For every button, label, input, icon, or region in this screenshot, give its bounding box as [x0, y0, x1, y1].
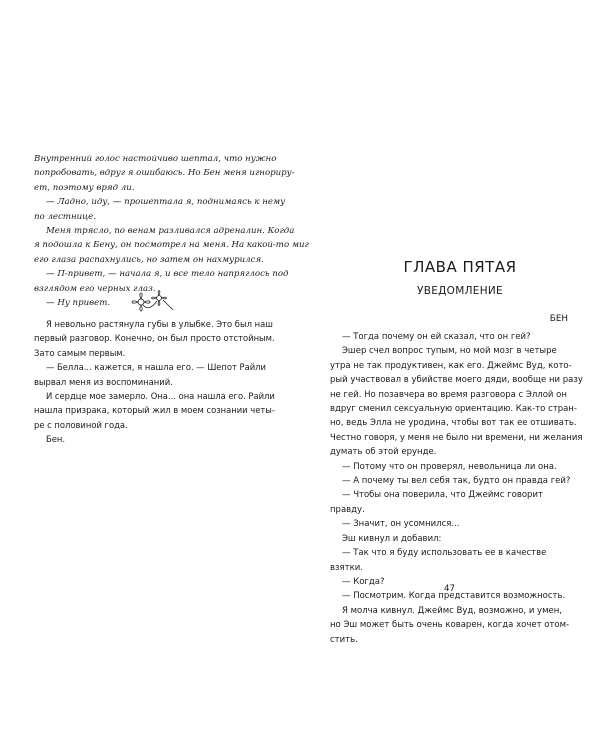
text-line: попробовать, вдруг я ошибаюсь. Но Бен меня игнориру-: [34, 168, 295, 179]
text-line: — Тогда почему он ей сказал, что он гей?: [342, 332, 531, 342]
chapter-title: ГЛАВА ПЯТАЯ: [403, 258, 517, 276]
text-line: — Посмотрим. Когда представится возможность.: [342, 591, 566, 602]
text-line: И сердце мое замерло. Она... она нашла его. Райли: [46, 391, 275, 402]
text-line: не гей. Но позавчера во время разговора с Эллой он: [330, 389, 567, 400]
text-line: Меня трясло, по венам разливался адреналин. Когда: [46, 226, 295, 237]
left-body-passage: [34, 317, 275, 447]
text-line: взглядом его черных глаз.: [34, 283, 156, 294]
text-line: Бен.: [46, 434, 66, 445]
text-line: его глаза распахнулись, но затем он нахмурился.: [34, 254, 264, 265]
text-line: Эш кивнул и добавил:: [342, 533, 442, 544]
right-page: [300, 0, 600, 750]
text-line: — Белла... кажется, я нашла его. — Шепот Райли: [46, 362, 266, 373]
text-line: — Ладно, иду, — прошептала я, поднимаясь к нему: [46, 197, 286, 208]
text-line: — Потому что он проверял, невольница ли она.: [342, 461, 557, 472]
text-line: ет, поэтому вряд ли.: [34, 182, 135, 193]
text-line: — П-привет, — начала я, и все тело напряглось под: [46, 269, 289, 280]
text-line: Зато самым первым.: [34, 347, 126, 358]
text-line: правду.: [330, 504, 365, 515]
text-line: — Значит, он усомнился...: [342, 519, 460, 530]
text-line: Эшер счел вопрос тупым, но мой мозг в четыре: [342, 346, 557, 357]
text-line: взятки.: [330, 562, 363, 573]
text-line: рый участвовал в убийстве моего дяди, вообще ни разу: [330, 375, 583, 386]
chapter-subtitle: УВЕДОМЛЕНИЕ: [417, 285, 503, 297]
flower-icon: [127, 288, 175, 314]
text-line: — Когда?: [342, 576, 385, 587]
text-line: — Так что я буду использовать ее в качестве: [342, 548, 547, 559]
text-line: стить.: [330, 634, 358, 645]
text-line: вдруг сменил сексуальную ориентацию. Как-то стран-: [330, 404, 577, 415]
text-line: я подошла к Бену, он посмотрел на меня. На какой-то миг: [34, 240, 309, 251]
text-line: первый разговор. Конечно, он был просто отстойным.: [34, 333, 275, 344]
page-number: 47: [444, 584, 455, 594]
text-line: по лестнице.: [34, 211, 96, 222]
text-line: вырвал меня из воспоминаний.: [34, 376, 173, 387]
text-line: Честно говоря, у меня не было ни времени, ни желания: [330, 432, 583, 443]
text-line: — Чтобы она поверила, что Джеймс говорит: [342, 490, 543, 501]
text-line: нашла призрака, который жил в моем сознании четы-: [34, 405, 275, 416]
text-line: утра не так продуктивен, как его. Джеймс Вуд, кото-: [330, 360, 572, 371]
text-line: ре с половиной года.: [34, 419, 128, 430]
text-line: Я молча кивнул. Джеймс Вуд, возможно, и умен,: [342, 605, 562, 616]
text-line: Я невольно растянула губы в улыбке. Это был наш: [46, 319, 273, 329]
text-line: думать об этой ерунде.: [330, 447, 437, 458]
right-body-passage: [330, 330, 583, 647]
left-italic-passage: [34, 152, 309, 310]
text-line: — Ну привет.: [46, 298, 111, 309]
text-line: Внутренний голос настойчиво шептал, что нужно: [34, 154, 277, 164]
narrator-name: БЕН: [549, 314, 568, 324]
text-line: но Эш может быть очень коварен, когда хочет отом-: [330, 620, 570, 631]
text-line: — А почему ты вел себя так, будто он правда гей?: [342, 476, 571, 487]
text-line: но, ведь Элла не уродина, чтобы вот так ее отшивать.: [330, 418, 577, 429]
